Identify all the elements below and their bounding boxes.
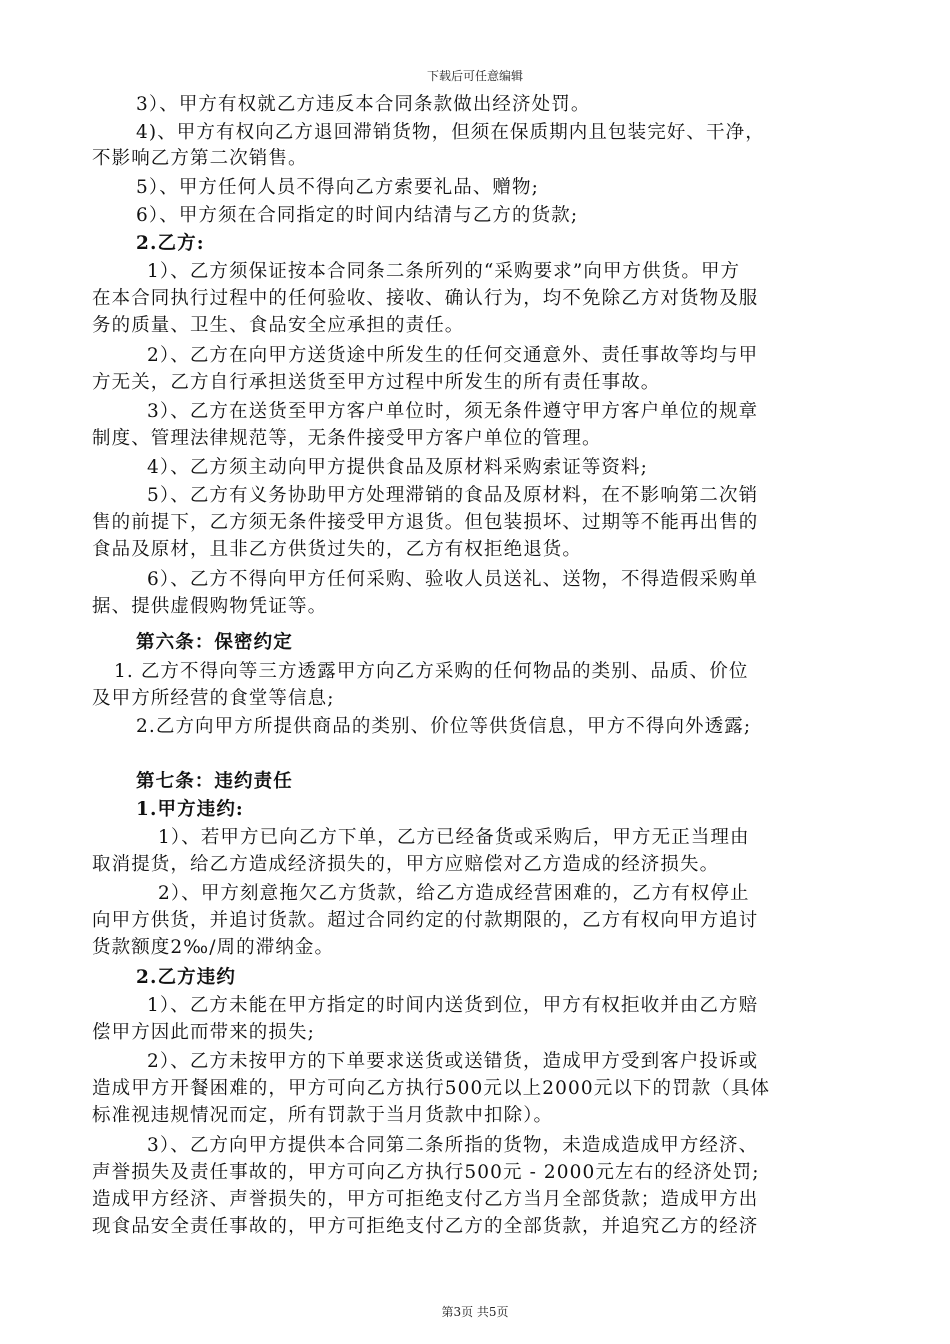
text-line: 造成甲方开餐困难的，甲方可向乙方执行500元以上2000元以下的罚款（具体 — [92, 1078, 771, 1099]
text-line: 及甲方所经营的食堂等信息; — [92, 688, 335, 709]
text-line: 声誉损失及责任事故的，甲方可向乙方执行500元 - 2000元左右的经济处罚; — [92, 1162, 760, 1183]
text-line: 在本合同执行过程中的任何验收、接收、确认行为，均不免除乙方对货物及服 — [92, 288, 759, 309]
text-line: 6）、乙方不得向甲方任何采购、验收人员送礼、送物，不得造假采购单 — [147, 569, 759, 590]
text-line: 偿甲方因此而带来的损失; — [92, 1022, 315, 1043]
text-line: 3）、乙方在送货至甲方客户单位时，须无条件遵守甲方客户单位的规章 — [147, 401, 759, 422]
article-heading: 第六条：保密约定 — [136, 632, 293, 653]
text-line: 不影响乙方第二次销售。 — [92, 148, 308, 169]
text-line: 务的质量、卫生、食品安全应承担的责任。 — [92, 315, 465, 336]
text-line: 2）、甲方刻意拖欠乙方货款，给乙方造成经营困难的，乙方有权停止 — [158, 883, 750, 904]
text-line: 方无关，乙方自行承担送货至甲方过程中所发生的所有责任事故。 — [92, 372, 661, 393]
text-line: 2）、乙方未按甲方的下单要求送货或送错货，造成甲方受到客户投诉或 — [147, 1051, 759, 1072]
text-line: 造成甲方经济、声誉损失的，甲方可拒绝支付乙方当月全部货款；造成甲方出 — [92, 1189, 759, 1210]
text-line: 现食品安全责任事故的，甲方可拒绝支付乙方的全部货款，并追究乙方的经济 — [92, 1216, 759, 1237]
article-heading: 第七条：违约责任 — [136, 771, 293, 792]
text-line: 制度、管理法律规范等，无条件接受甲方客户单位的管理。 — [92, 428, 602, 449]
text-line: 1）、乙方须保证按本合同条二条所列的“采购要求”向甲方供货。甲方 — [147, 261, 741, 282]
text-line: 4)、甲方有权向乙方退回滞销货物，但须在保质期内且包装完好、干净， — [136, 122, 765, 143]
text-line: 据、提供虚假购物凭证等。 — [92, 596, 328, 617]
text-line: 3）、乙方向甲方提供本合同第二条所指的货物，未造成造成甲方经济、 — [147, 1135, 759, 1156]
text-line: 食品及原材，且非乙方供货过失的，乙方有权拒绝退货。 — [92, 539, 583, 560]
text-line: 5）、甲方任何人员不得向乙方索要礼品、赠物; — [136, 177, 539, 198]
text-line: 2）、乙方在向甲方送货途中所发生的任何交通意外、责任事故等均与甲 — [147, 345, 759, 366]
text-line: 1）、若甲方已向乙方下单，乙方已经备货或采购后，甲方无正当理由 — [158, 827, 750, 848]
text-line: 6）、甲方须在合同指定的时间内结清与乙方的货款; — [136, 205, 579, 226]
page-footer: 第3页 共5页 — [441, 1305, 509, 1319]
text-line: 1. 乙方不得向等三方透露甲方向乙方采购的任何物品的类别、品质、价位 — [114, 661, 749, 682]
text-line: 2.乙方向甲方所提供商品的类别、价位等供货信息，甲方不得向外透露; — [136, 716, 752, 737]
text-line: 标准视违规情况而定，所有罚款于当月货款中扣除）。 — [92, 1105, 554, 1126]
text-line: 取消提货，给乙方造成经济损失的，甲方应赔偿对乙方造成的经济损失。 — [92, 854, 720, 875]
text-line: 1）、乙方未能在甲方指定的时间内送货到位，甲方有权拒收并由乙方赔 — [147, 995, 759, 1016]
text-line: 3）、甲方有权就乙方违反本合同条款做出经济处罚。 — [136, 94, 591, 115]
text-line: 4）、乙方须主动向甲方提供食品及原材料采购索证等资料; — [147, 457, 648, 478]
section-heading: 2.乙方违约 — [136, 967, 236, 988]
section-heading: 2.乙方: — [136, 233, 205, 254]
text-line: 售的前提下，乙方须无条件接受甲方退货。但包装损坏、过期等不能再出售的 — [92, 512, 759, 533]
text-line: 5）、乙方有义务协助甲方处理滞销的食品及原材料，在不影响第二次销 — [147, 485, 759, 506]
page-header: 下载后可任意编辑 — [426, 69, 523, 83]
text-line: 货款额度2‰/周的滞纳金。 — [92, 937, 335, 958]
text-line: 向甲方供货，并追讨货款。超过合同约定的付款期限的，乙方有权向甲方追讨 — [92, 910, 759, 931]
section-heading: 1.甲方违约: — [136, 799, 244, 820]
